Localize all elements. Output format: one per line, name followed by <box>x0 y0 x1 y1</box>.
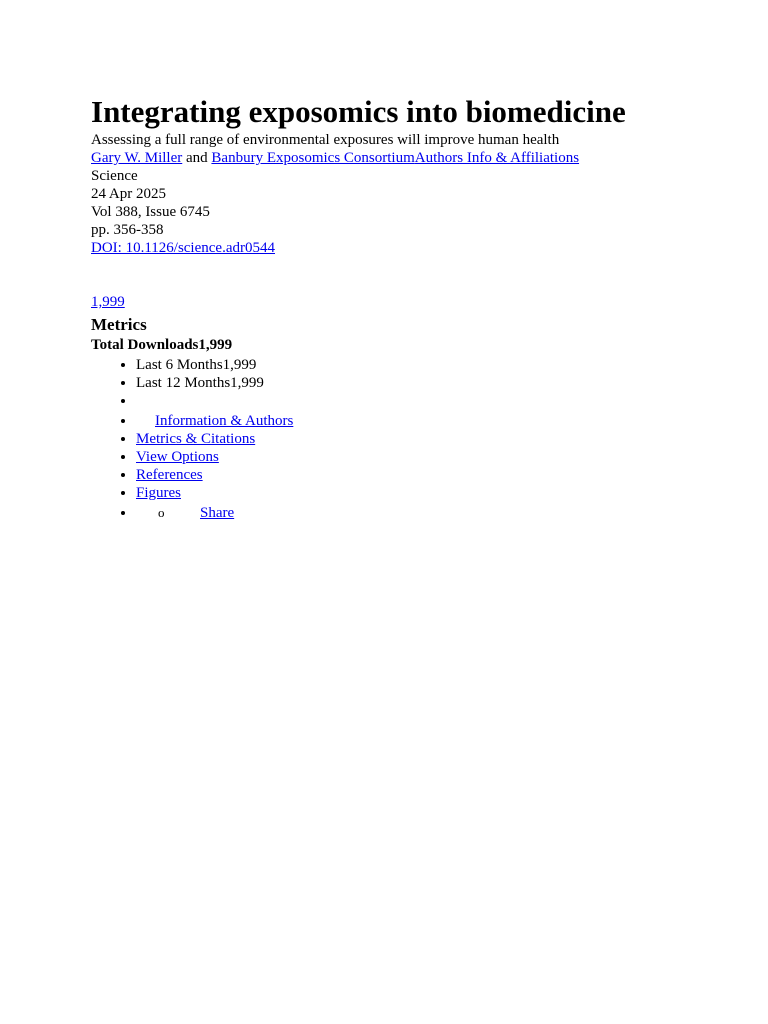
article-subtitle: Assessing a full range of environmental exposures will improve human health <box>91 132 560 148</box>
spacer <box>91 257 751 293</box>
doi-link[interactable]: DOI: 10.1126/science.adr0544 <box>91 240 275 256</box>
metrics-count-link[interactable]: 1,999 <box>91 294 125 310</box>
article-page <box>91 93 751 522</box>
references-link[interactable]: References <box>136 467 203 483</box>
publication-date: 24 Apr 2025 <box>91 186 166 202</box>
six-months-value: 1,999 <box>222 357 257 373</box>
twelve-months-label: Last 12 Months <box>136 375 231 391</box>
author-link-banbury-consortium[interactable]: Banbury Exposomics Consortium <box>211 150 415 166</box>
list-item <box>136 430 751 448</box>
metrics-nav-list <box>91 356 751 522</box>
six-months-label: Last 6 Months <box>136 357 223 373</box>
list-item <box>136 504 751 522</box>
and-separator: and <box>182 150 212 166</box>
list-item <box>136 356 751 374</box>
volume-issue: Vol 388, Issue 6745 <box>91 204 210 220</box>
total-downloads <box>91 335 751 356</box>
share-sublist <box>136 504 751 522</box>
page-range: pp. 356-358 <box>91 222 164 238</box>
share-item <box>158 504 751 522</box>
authors-line <box>91 149 751 167</box>
author-link-gary-miller[interactable]: Gary W. Miller <box>91 150 183 166</box>
authors-info-link[interactable]: Authors Info & Affiliations <box>414 150 580 166</box>
empty-list-item <box>136 392 751 410</box>
article-title: Integrating exposomics into biomedicine <box>91 94 626 129</box>
list-item <box>136 484 751 502</box>
list-item <box>136 448 751 466</box>
view-options-link[interactable]: View Options <box>136 449 219 465</box>
journal-name: Science <box>91 168 138 184</box>
share-link[interactable]: Share <box>200 505 235 521</box>
info-authors-link[interactable]: Information & Authors <box>155 413 294 429</box>
metrics-citations-link[interactable]: Metrics & Citations <box>136 431 256 447</box>
total-downloads-label: Total Downloads <box>91 337 199 353</box>
twelve-months-value: 1,999 <box>230 375 264 391</box>
list-item <box>136 466 751 484</box>
list-item <box>136 374 751 392</box>
doi-line <box>91 239 751 257</box>
total-downloads-value: 1,999 <box>198 337 233 353</box>
metrics-count-line <box>91 293 751 311</box>
list-item <box>136 412 751 430</box>
figures-link[interactable]: Figures <box>136 485 181 501</box>
circle-bullet-marker: o <box>158 505 165 520</box>
metrics-heading: Metrics <box>91 315 147 334</box>
